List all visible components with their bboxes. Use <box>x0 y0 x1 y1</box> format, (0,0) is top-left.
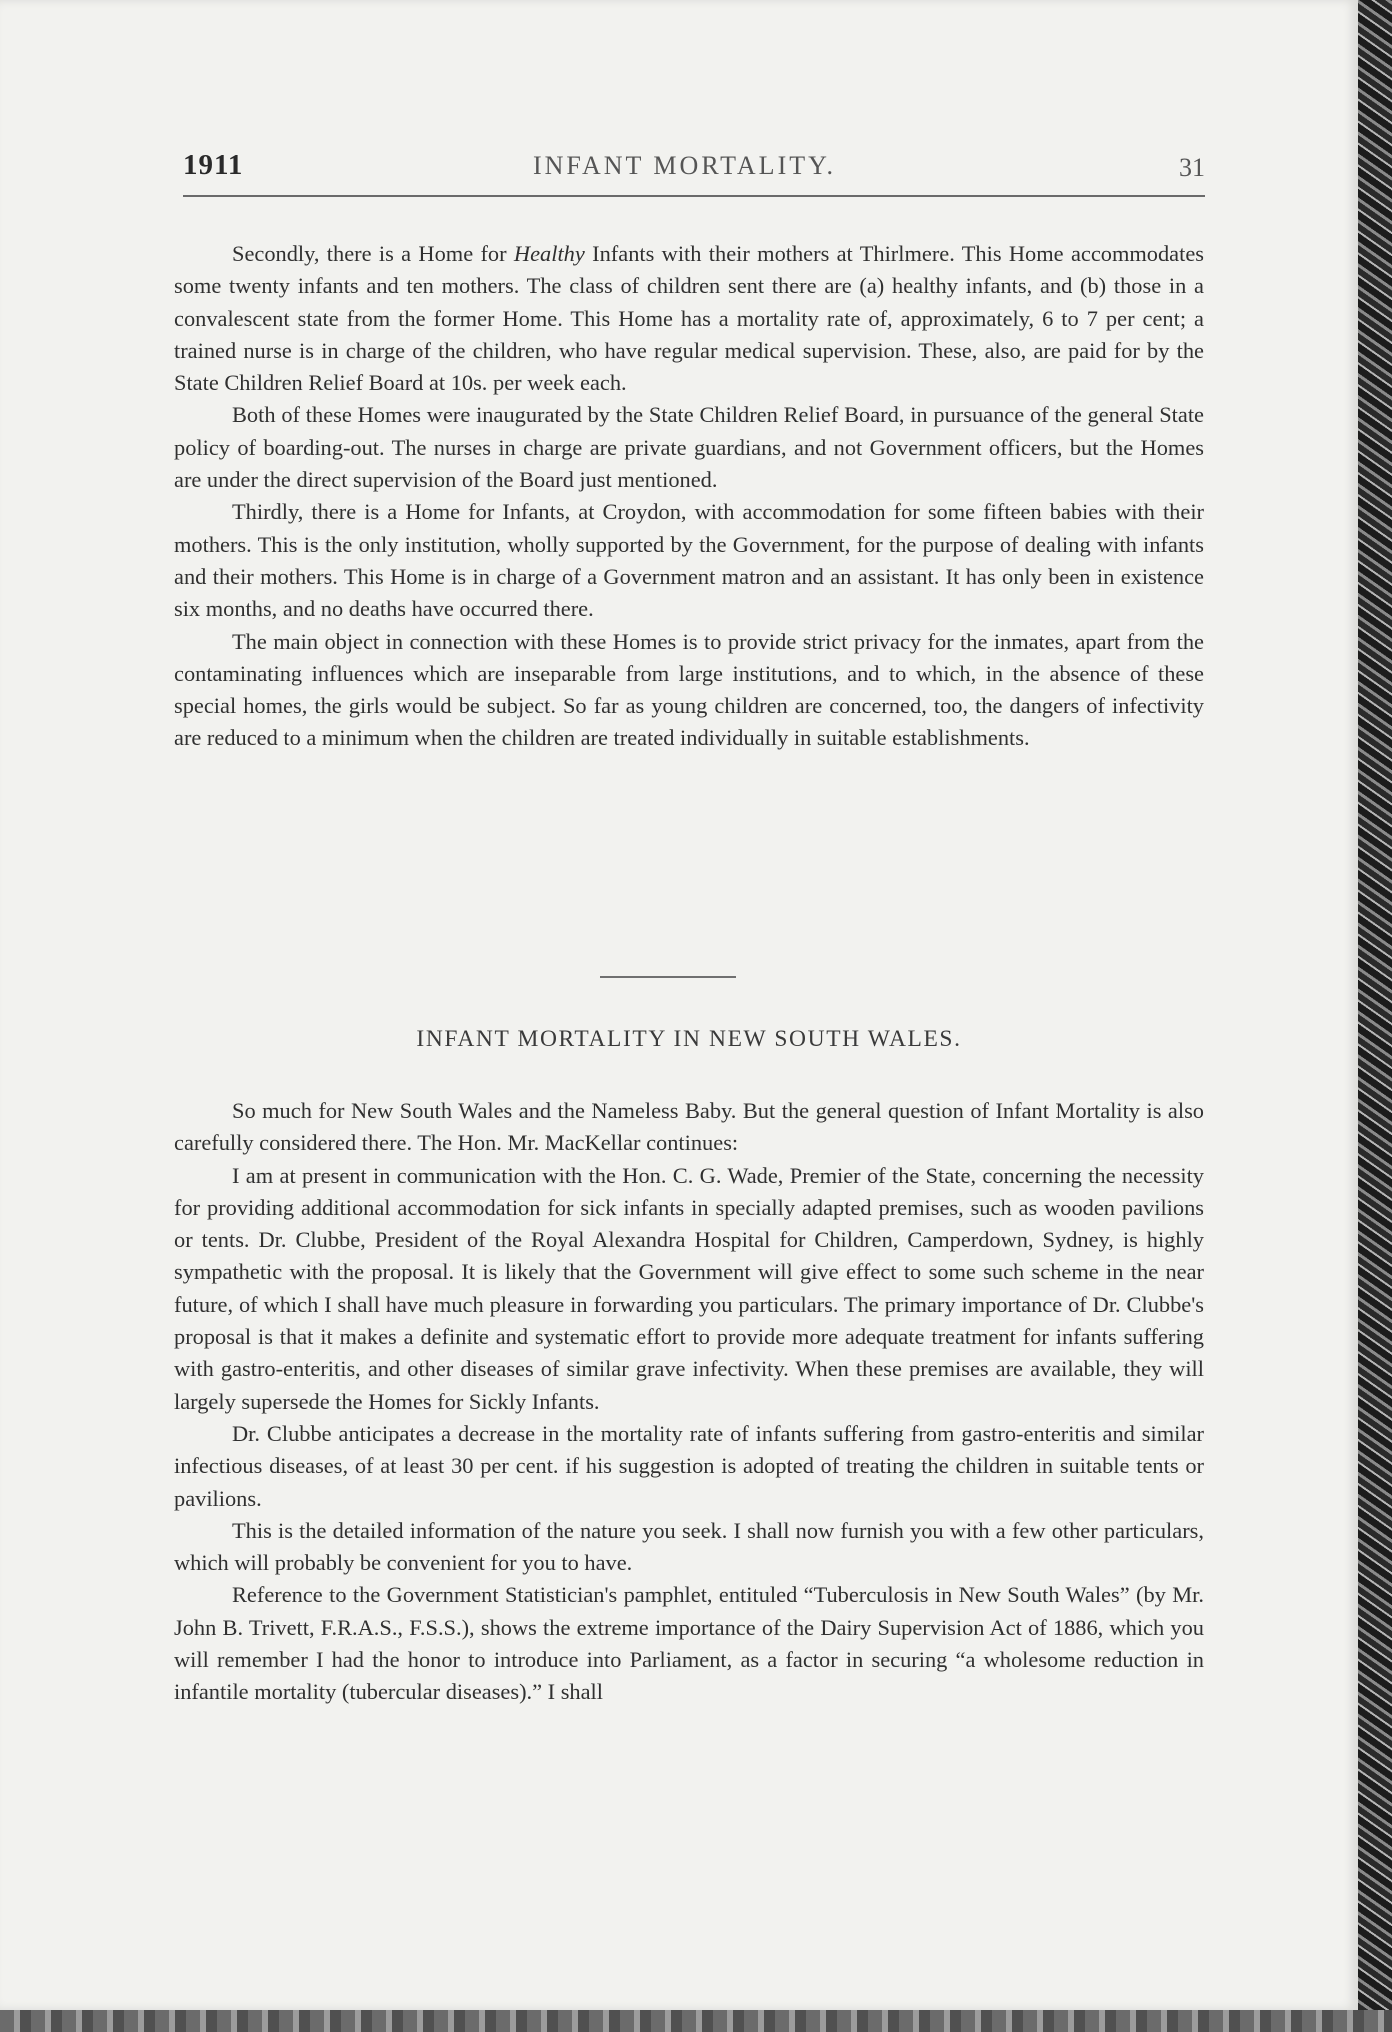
running-header <box>183 145 1205 191</box>
page-bottom-edge <box>0 2010 1392 2032</box>
paragraph: This is the detailed information of the nature you seek. I shall now furnish you with a few other particulars, which will probably be convenient for you to have. <box>174 1517 1204 1576</box>
paragraph: Both of these Homes were inaugurated by the State Children Relief Board, in pursuance of the general State policy of boarding-out. The nurses in charge are private guardians, and not Government officers, but the Homes are under the direct supervision of the Board just mentioned. <box>174 402 1204 493</box>
paragraph-text: Infants with their mothers at Thirlmere. This Home accommodates some twenty infants and ten mothers. The class of children sent there are (a) healthy infants, and (b) those in a convalescent state from the former Home. This Home has a mortality rate of, approximately, 6 to 7 per cent; a trained nurse is in charge of the children, who have regular medical supervision. These, also, are paid for by the State Children Relief Board at 10s. per week each. <box>174 241 1204 396</box>
paragraph-text: Secondly, there is a Home for <box>232 241 514 266</box>
marbled-binding <box>1358 0 1392 2032</box>
paragraph-italic-text: Healthy <box>513 241 585 266</box>
section-separator <box>600 976 736 978</box>
text-block-homes <box>174 238 1204 755</box>
paragraph: Dr. Clubbe anticipates a decrease in the mortality rate of infants suffering from gastro-enteritis and similar infectious diseases, of at least 30 per cent. if his suggestion is adopted of treating the children in suitable tents or pavilions. <box>174 1420 1204 1511</box>
page-number: 31 <box>1179 153 1205 182</box>
paragraph: So much for New South Wales and the Nameless Baby. But the general question of Infant Mortality is also carefully considered there. The Hon. Mr. MacKellar continues: <box>174 1098 1204 1156</box>
header-running-title: INFANT MORTALITY. <box>533 151 837 180</box>
paragraph: I am at present in communication with the Hon. C. G. Wade, Premier of the State, concerning the necessity for providing additional accommodation for sick infants in specially adapted premises, such as wooden pavilions or tents. Dr. Clubbe, President of the Royal Alexandra Hospital for Children, Camperdown, Sydney, is highly sympathetic with the proposal. It is likely that the Government will give effect to some such scheme in the near future, of which I shall have much pleasure in forwarding you particulars. The primary importance of Dr. Clubbe's proposal is that it makes a definite and systematic effort to provide more adequate treatment for infants suffering with gastro-enteritis, and other diseases of similar grave infectivity. When these premises are available, they will largely supersede the Homes for Sickly Infants. <box>174 1162 1204 1414</box>
header-year: 1911 <box>183 149 244 181</box>
paragraph: Reference to the Government Statistician's pamphlet, entituled “Tuberculosis in New South Wales” (by Mr. John B. Trivett, F.R.A.S., F.S.S.), shows the extreme importance of the Dairy Supervision Act of 1886, which you will remember I had the honor to introduce into Parliament, as a factor in securing “a wholesome reduction in infantile mortality (tubercular diseases).” I shall <box>174 1582 1204 1705</box>
paragraph <box>174 238 1204 399</box>
paragraph: Thirdly, there is a Home for Infants, at Croydon, with accommodation for some fifteen babies with their mothers. This is the only institution, wholly supported by the Government, for the purpose of dealing with infants and their mothers. This Home is in charge of a Government matron and an assistant. It has only been in existence six months, and no deaths have occurred there. <box>174 499 1204 622</box>
paragraph: The main object in connection with these Homes is to provide strict privacy for the inmates, apart from the contaminating influences which are inseparable from large institutions, and to which, in the absence of these special homes, the girls would be subject. So far as young children are concerned, too, the dangers of infectivity are reduced to a minimum when the children are treated individually in suitable establishments. <box>174 628 1204 751</box>
text-block-nsw <box>174 1095 1204 1709</box>
section-heading: INFANT MORTALITY IN NEW SOUTH WALES. <box>416 1026 962 1052</box>
header-rule <box>183 195 1205 197</box>
